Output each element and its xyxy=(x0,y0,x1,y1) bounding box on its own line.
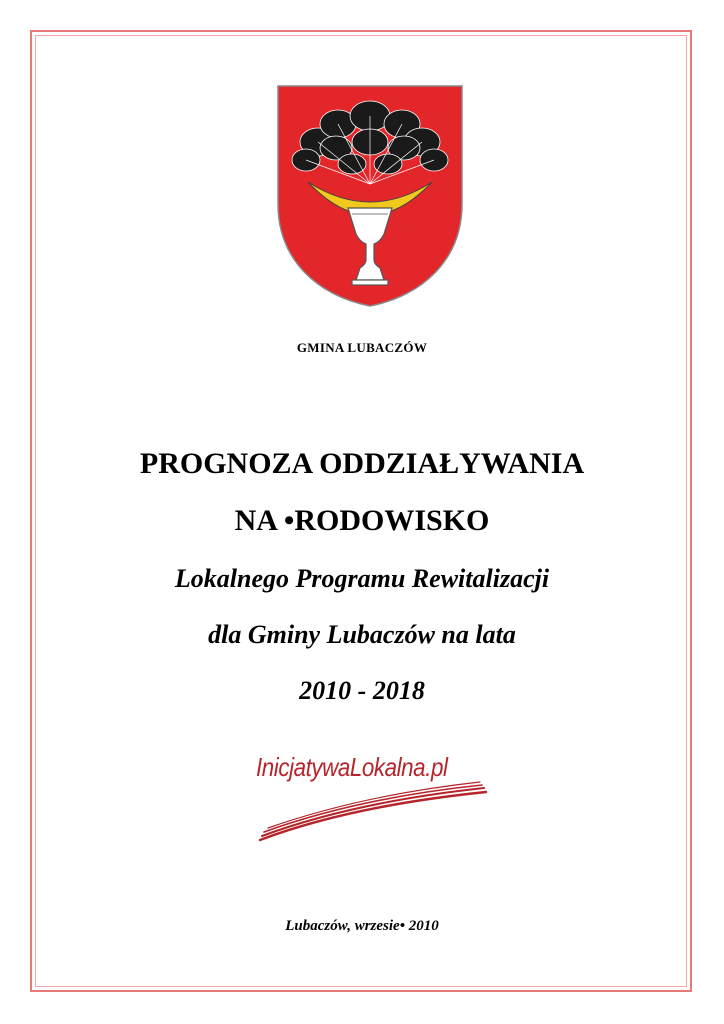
coat-of-arms-emblem xyxy=(276,84,464,308)
subtitle-years: 2010 - 2018 xyxy=(299,676,425,705)
municipality-name: GMINA LUBACZÓW xyxy=(296,340,428,355)
document-title-line-1: PROGNOZA ODDZIAŁYWANIA xyxy=(139,447,585,480)
place-and-date: Lubaczów, wrzesie• 2010 xyxy=(285,918,439,934)
subtitle-line-1: Lokalnego Programu Rewitalizacji xyxy=(174,564,550,593)
subtitle-line-2: dla Gminy Lubaczów na lata xyxy=(208,620,516,649)
logo-wordmark: InicjatywaLokalna.pl xyxy=(256,752,448,782)
document-title-line-2: NA •RODOWISKO xyxy=(234,504,490,537)
